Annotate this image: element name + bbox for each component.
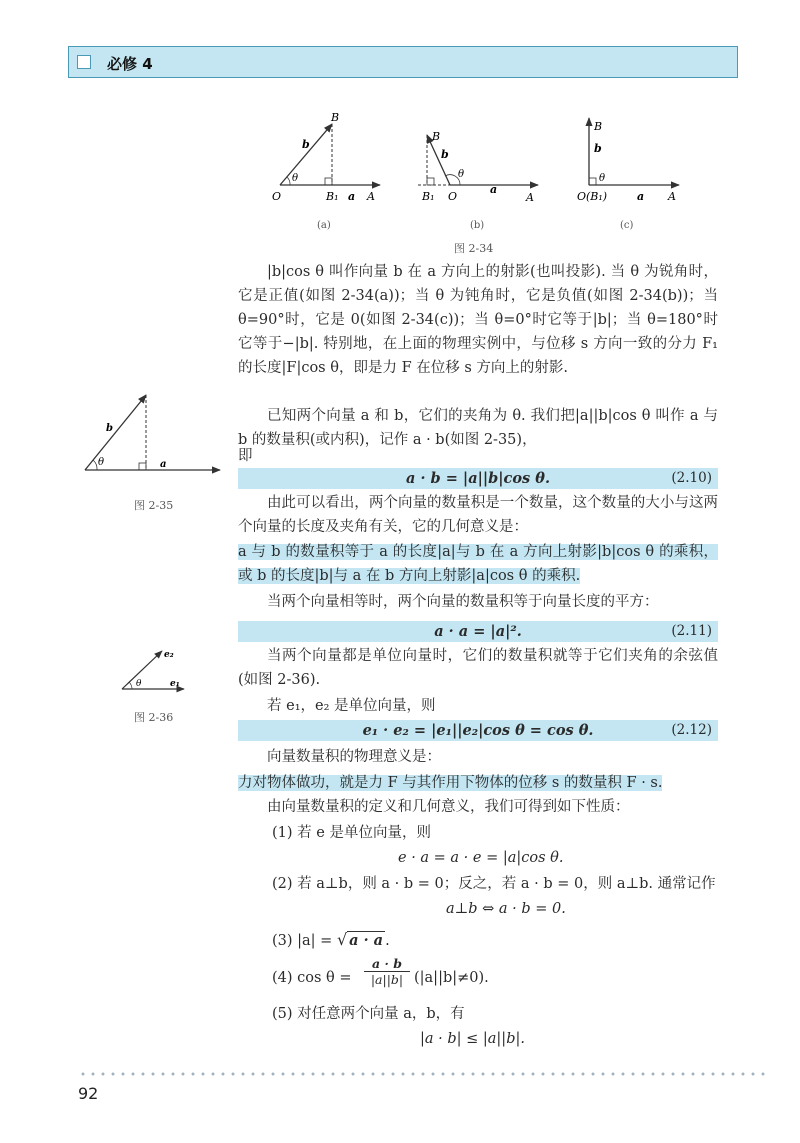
highlight-physics-text: 力对物体做功，就是力 F 与其作用下物体的位移 s 的数量积 F · s.: [238, 775, 663, 791]
formula-2-11: [238, 621, 718, 642]
label-O: O(B₁): [577, 190, 608, 203]
label-theta: θ: [599, 173, 606, 184]
paragraph-geometric: 由此可以看出，两个向量的数量积是一个数量，这个数量的大小与这两个向量的长度及夹角有关，它的几何意义是：: [238, 495, 718, 535]
property-4-label: (4) cos θ =: [272, 970, 352, 986]
paragraph-ji: 即: [238, 448, 253, 464]
vector-e2: [122, 651, 162, 689]
subcaption-a: (a): [317, 220, 331, 231]
property-5: (5) 对任意两个向量 a，b，有: [272, 1006, 465, 1022]
figure-2-36: [118, 645, 198, 695]
figure-2-35-caption: 图 2-35: [134, 499, 174, 512]
label-O: O: [448, 190, 458, 203]
property-4-denominator: |a||b|: [370, 972, 404, 987]
label-b: b: [594, 142, 602, 155]
label-e1: e₁: [170, 679, 180, 689]
property-3: (3) |a| = √ a · a .: [272, 930, 390, 949]
label-A: A: [526, 191, 534, 204]
label-theta: θ: [136, 679, 142, 689]
property-1: (1) 若 e 是单位向量，则: [272, 825, 431, 841]
label-B: B: [331, 111, 340, 124]
paragraph-equal-vectors: 当两个向量相等时，两个向量的数量积等于向量长度的平方：: [267, 594, 659, 610]
label-b: b: [441, 148, 449, 161]
label-theta: θ: [292, 173, 299, 184]
formula-2-10-text: a · b = |a||b|cos θ.: [406, 470, 550, 487]
label-theta: θ: [98, 457, 105, 468]
paragraph-definition: 已知两个向量 a 和 b，它们的夹角为 θ. 我们把|a||b|cos θ 叫作 a 与 b 的数量积(或内积)，记作 a · b(如图 2-35)，: [238, 408, 718, 448]
angle-arc: [287, 177, 290, 185]
figure-2-34-caption: 图 2-34: [454, 242, 494, 255]
subcaption-c: (c): [620, 220, 634, 231]
vector-b: [280, 124, 332, 185]
label-b: b: [106, 423, 113, 434]
chapter-header: [68, 46, 738, 78]
header-title: 必修 4: [107, 55, 153, 73]
label-B: B: [594, 120, 603, 133]
figure-2-36-caption: 图 2-36: [134, 711, 174, 724]
label-theta: θ: [458, 169, 465, 180]
subcaption-b: (b): [470, 220, 485, 231]
label-O: O: [272, 190, 282, 203]
formula-2-12-number: (2.12): [671, 722, 712, 738]
property-3-label: (3) |a| =: [272, 933, 333, 949]
paragraph-unit-vectors: 当两个向量都是单位向量时，它们的数量积就等于它们夹角的余弦值(如图 2-36).: [238, 648, 718, 688]
label-a: a: [637, 190, 645, 203]
label-b: b: [302, 138, 310, 151]
highlight-physics: [238, 771, 718, 795]
label-a: a: [348, 190, 356, 203]
property-5-formula: |a · b| ≤ |a||b|.: [420, 1031, 525, 1047]
sqrt-icon: √: [336, 930, 348, 949]
label-B: B: [432, 130, 441, 143]
angle-arc: [93, 460, 97, 470]
label-a: a: [490, 183, 498, 196]
highlight-geometric-text: a 与 b 的数量积等于 a 的长度|a|与 b 在 a 方向上射影|b|cos θ 的乘积，或 b 的长度|b|与 a 在 b 方向上射影|a|cos θ 的乘积.: [238, 544, 718, 584]
figure-2-34b: [410, 110, 550, 235]
header-square-icon: [77, 55, 91, 69]
figure-2-34c: [575, 110, 690, 235]
figure-2-34a: [262, 110, 392, 235]
label-A: A: [367, 190, 375, 203]
property-4-fraction: [364, 956, 410, 987]
formula-2-10-number: (2.10): [671, 470, 712, 486]
paragraph-properties-intro: 由向量数量积的定义和几何意义，我们可得到如下性质：: [267, 799, 630, 815]
paragraph-physics-meaning: 向量数量积的物理意义是：: [267, 749, 441, 765]
paragraph-unit-e1-e2: 若 e₁，e₂ 是单位向量，则: [267, 698, 436, 714]
property-3-radicand: a · a: [349, 932, 384, 949]
footer-dotted-rule: [78, 1072, 768, 1076]
label-a: a: [160, 459, 167, 470]
formula-2-11-text: a · a = |a|².: [434, 623, 522, 640]
vector-b: [85, 395, 146, 470]
figure-2-35: [80, 385, 225, 485]
property-2-formula: a⊥b ⇔ a · b = 0.: [446, 901, 566, 917]
label-A: A: [668, 190, 676, 203]
formula-2-10: [238, 468, 718, 489]
angle-arc: [129, 682, 132, 689]
right-angle-mark: [325, 178, 332, 185]
formula-2-12: [238, 720, 718, 741]
label-e2: e₂: [164, 650, 174, 660]
property-4-numerator: a · b: [364, 956, 410, 972]
highlight-geometric-meaning: [238, 540, 718, 588]
formula-2-12-text: e₁ · e₂ = |e₁||e₂|cos θ = cos θ.: [362, 722, 594, 739]
property-1-formula: e · a = a · e = |a|cos θ.: [398, 850, 564, 866]
paragraph-projection: |b|cos θ 叫作向量 b 在 a 方向上的射影(也叫投影). 当 θ 为锐角时，它是正值(如图 2-34(a))；当 θ 为钝角时，它是负值(如图 2-34(b))；当 θ=90°时，它是 0(如图 2-34(c))；当 θ=0°时它等于|b|；当 θ=180°时它等于−|b|. 特别地，在上面的物理实例中，与位移 s 方向一致的分力 F₁ 的长度|F|cos θ，即是力 F 在位移 s 方向上的射影.: [238, 264, 718, 376]
label-B1: B₁: [422, 190, 435, 203]
right-angle-mark: [139, 463, 146, 470]
right-angle-mark: [427, 178, 434, 185]
page-number: 92: [78, 1084, 99, 1103]
right-angle-mark: [589, 178, 596, 185]
label-B1: B₁: [326, 190, 339, 203]
property-4-condition: (|a||b|≠0).: [414, 970, 489, 986]
property-2: (2) 若 a⊥b，则 a · b = 0；反之，若 a · b = 0，则 a⊥b. 通常记作: [272, 876, 716, 892]
formula-2-11-number: (2.11): [671, 623, 712, 639]
